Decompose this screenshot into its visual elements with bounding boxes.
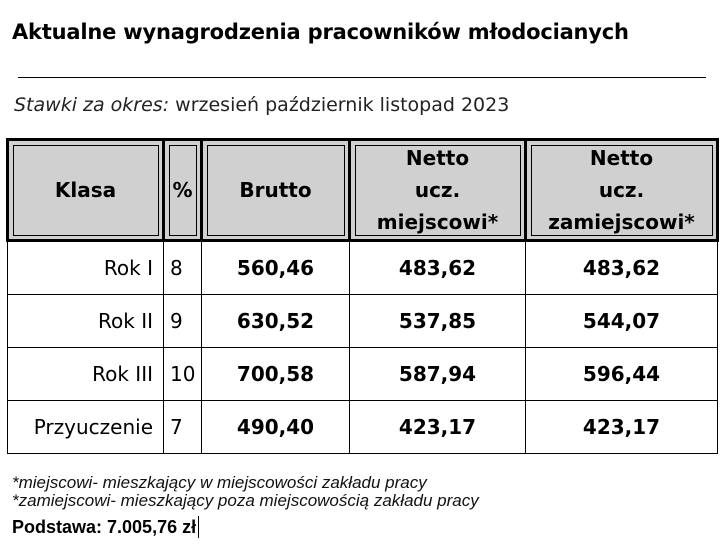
cell-netto-miejscowi: 537,85: [350, 295, 526, 348]
footnote-zamiejscowi: *zamiejscowi- mieszkający poza miejscowością zakładu pracy: [12, 491, 479, 510]
header-netto-miejscowi-line3: miejscowi*: [376, 210, 499, 234]
table-row: [8, 295, 718, 348]
cell-klasa: Przyuczenie: [8, 401, 164, 454]
wages-table: [6, 138, 719, 454]
cell-brutto: 700,58: [202, 348, 350, 401]
header-klasa: Klasa: [8, 140, 164, 241]
footnote-miejscowi: *miejscowi- mieszkający w miejscowości zakładu pracy: [12, 473, 427, 492]
rates-period: [14, 94, 509, 116]
text-cursor: [198, 516, 199, 538]
header-netto-zamiejscowi: [526, 140, 718, 241]
cell-klasa: Rok III: [8, 348, 164, 401]
cell-klasa: Rok I: [8, 241, 164, 295]
document-title: Aktualne wynagrodzenia pracowników młodocianych: [12, 20, 629, 44]
cell-netto-miejscowi: 587,94: [350, 348, 526, 401]
table-row: [8, 401, 718, 454]
cell-netto-zamiejscowi: 544,07: [526, 295, 718, 348]
cell-brutto: 560,46: [202, 241, 350, 295]
header-netto-miejscowi: [350, 140, 526, 241]
cell-brutto: 490,40: [202, 401, 350, 454]
header-netto-zamiejscowi-line1: Netto: [589, 146, 654, 170]
cell-percent: 10: [164, 348, 202, 401]
period-label: Stawki za okres:: [14, 94, 170, 116]
table-row: [8, 348, 718, 401]
footnotes: [12, 474, 479, 510]
header-netto-zamiejscowi-line2: ucz.: [598, 178, 645, 202]
basis-text: Podstawa: 7.005,76 zł: [12, 517, 197, 537]
header-netto-miejscowi-line2: ucz.: [414, 178, 461, 202]
header-netto-miejscowi-line1: Netto: [405, 146, 470, 170]
cell-brutto: 630,52: [202, 295, 350, 348]
header-brutto: Brutto: [202, 140, 350, 241]
cell-klasa: Rok II: [8, 295, 164, 348]
cell-percent: 7: [164, 401, 202, 454]
basis-line: [12, 516, 199, 538]
period-value: wrzesień październik listopad 2023: [175, 94, 510, 116]
cell-percent: 8: [164, 241, 202, 295]
header-percent: %: [164, 140, 202, 241]
cell-netto-miejscowi: 423,17: [350, 401, 526, 454]
header-netto-zamiejscowi-line3: zamiejscowi*: [548, 210, 695, 234]
cell-netto-zamiejscowi: 483,62: [526, 241, 718, 295]
title-divider: [18, 77, 706, 78]
cell-netto-zamiejscowi: 596,44: [526, 348, 718, 401]
header-row: [8, 140, 718, 241]
cell-percent: 9: [164, 295, 202, 348]
table-row: [8, 241, 718, 295]
cell-netto-miejscowi: 483,62: [350, 241, 526, 295]
cell-netto-zamiejscowi: 423,17: [526, 401, 718, 454]
